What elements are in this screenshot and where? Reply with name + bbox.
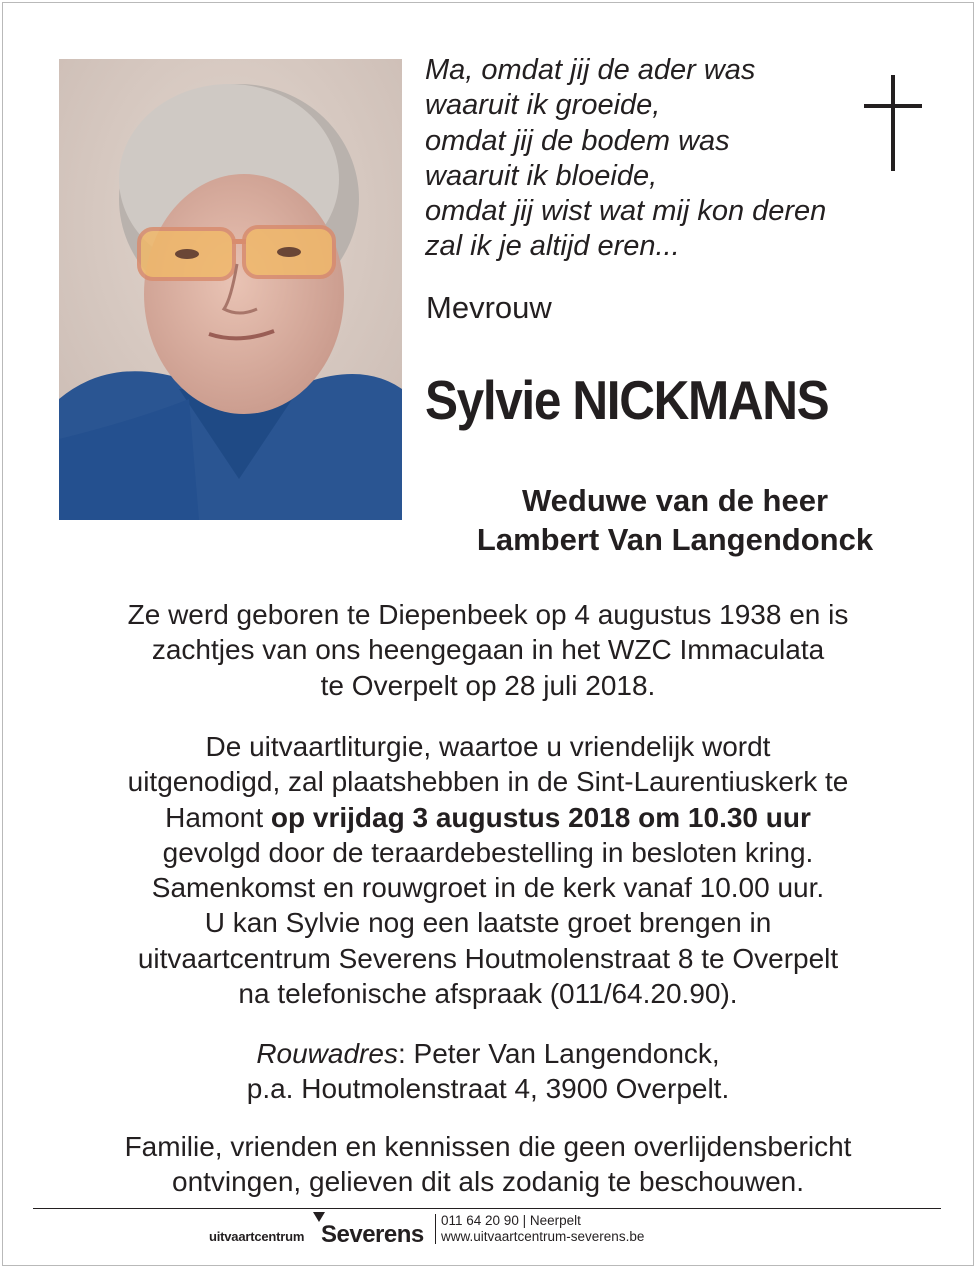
paragraph-line: te Overpelt op 28 juli 2018.: [320, 669, 656, 701]
mourning-address-label: Rouwadres: [256, 1038, 398, 1069]
poem-line: Ma, omdat jij de ader was: [425, 54, 756, 86]
poem-line: omdat jij wist wat mij kon deren: [425, 195, 827, 228]
widow-line-1: Weduwe van de heer: [521, 483, 829, 518]
location-text: Hamont: [165, 801, 271, 833]
poem-line: waaruit ik groeide,: [425, 89, 661, 122]
poem-line: zal ik je altijd eren...: [425, 230, 680, 263]
paragraph-line: [40, 1036, 936, 1071]
birth-paragraph: [40, 597, 936, 703]
funeral-datetime: op vrijdag 3 augustus 2018 om 10.30 uur: [270, 801, 811, 833]
paragraph-line: Ze werd geboren te Diepenbeek op 4 augustus 1938 en is: [127, 599, 849, 630]
paragraph-line: ontvingen, gelieven dit als zodanig te beschouwen.: [172, 1166, 804, 1198]
logo-small-text: uitvaartcentrum: [209, 1229, 305, 1244]
paragraph-line: U kan Sylvie nog een laatste groet brengen in: [204, 907, 772, 939]
cross-icon: [864, 75, 922, 171]
paragraph-line: uitvaartcentrum Severens Houtmolenstraat 8 te Overpelt: [137, 942, 839, 974]
footer-phone: 011 64 20 90 | Neerpelt: [441, 1213, 581, 1228]
salutation: Mevrouw: [426, 290, 552, 325]
paragraph-line: uitgenodigd, zal plaatshebben in de Sint-Laurentiuskerk te: [127, 766, 849, 798]
paragraph-line: Samenkomst en rouwgroet in de kerk vanaf 10.00 uur.: [151, 872, 825, 904]
paragraph-line: Familie, vrienden en kennissen die geen overlijdensbericht: [124, 1131, 852, 1162]
paragraph-line: gevolgd door de teraardebestelling in besloten kring.: [162, 836, 814, 868]
funeral-paragraph: [40, 729, 936, 1011]
paragraph-line: zachtjes van ons heengegaan in het WZC Immaculata: [151, 634, 825, 666]
paragraph-line: na telefonische afspraak (011/64.20.90).: [238, 978, 738, 1010]
deceased-name: Sylvie NICKMANS: [425, 369, 829, 431]
paragraph-line: [40, 800, 936, 835]
footer-divider: [33, 1208, 941, 1209]
mourning-address-name: : Peter Van Langendonck,: [397, 1038, 720, 1069]
closing-paragraph: [40, 1129, 936, 1200]
poem-line: omdat jij de bodem was: [425, 124, 730, 157]
footer-website: www.uitvaartcentrum-severens.be: [441, 1229, 645, 1244]
poem-line: waaruit ik bloeide,: [425, 159, 658, 192]
paragraph-line: De uitvaartliturgie, waartoe u vriendelijk wordt: [205, 731, 771, 762]
logo-brand-text: Severens: [321, 1221, 424, 1248]
widow-line-2: Lambert Van Langendonck: [476, 522, 874, 557]
footer-contact: [441, 1213, 644, 1245]
portrait-photo: [59, 59, 402, 520]
poem: [425, 53, 865, 265]
footer-separator: [435, 1214, 436, 1244]
mourning-address: [40, 1036, 936, 1107]
paragraph-line: p.a. Houtmolenstraat 4, 3900 Overpelt.: [246, 1073, 730, 1105]
